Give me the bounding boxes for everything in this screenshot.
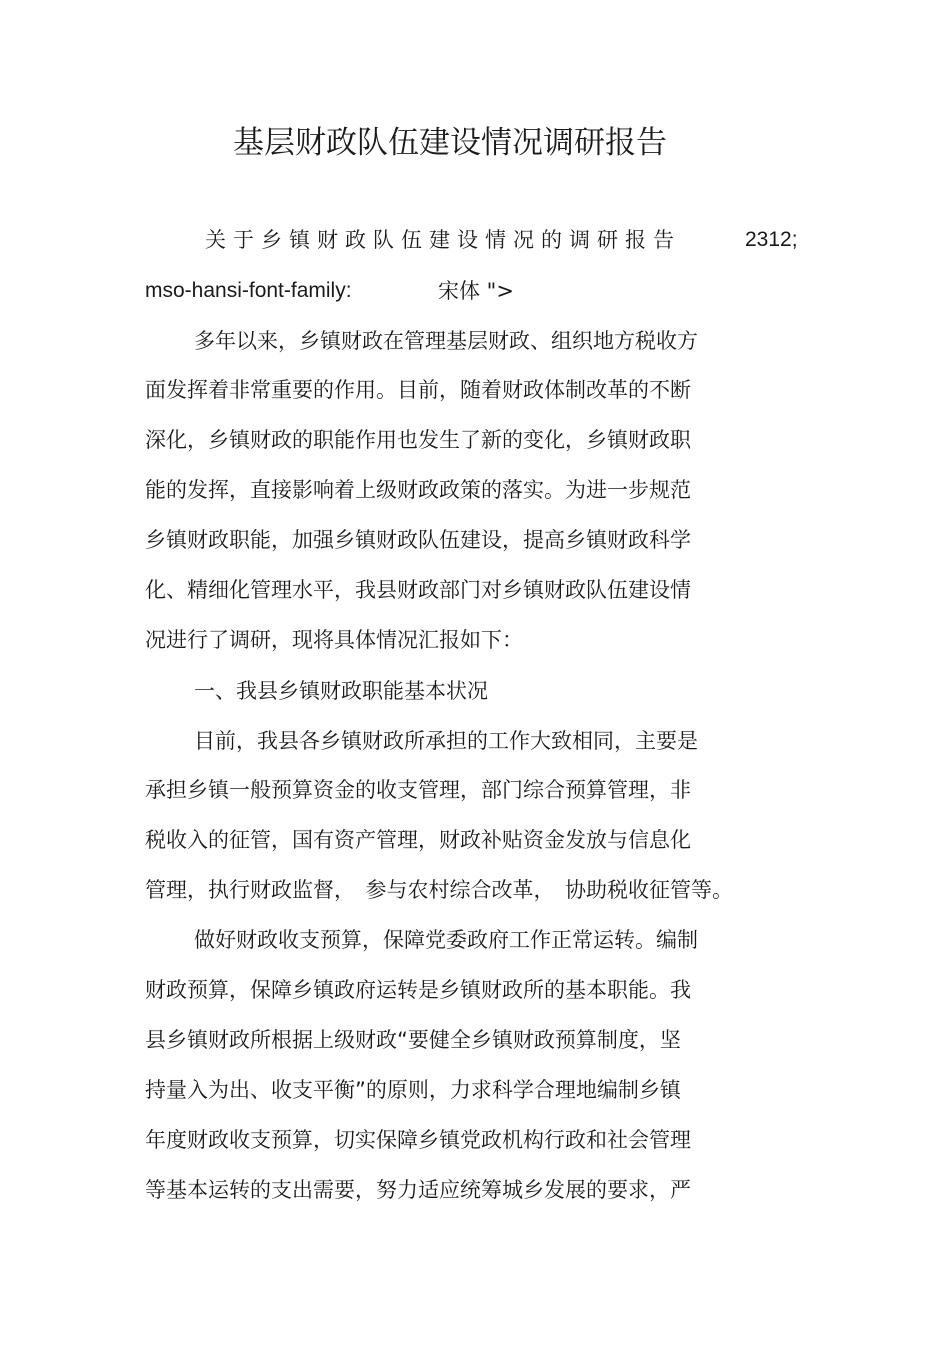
paragraph-line: 持量入为出、收支平衡”的原则，力求科学合理地编制乡镇 — [145, 1078, 681, 1102]
paragraph-line: 年度财政收支预算，切实保障乡镇党政机构行政和社会管理 — [145, 1128, 691, 1152]
paragraph-line: 多年以来，乡镇财政在管理基层财政、组织地方税收方 — [194, 329, 698, 353]
paragraph-line: 化、精细化管理水平，我县财政部门对乡镇财政队伍建设情 — [145, 578, 691, 602]
subtitle-code-line2: mso-hansi-font-family: — [145, 279, 352, 302]
paragraph-line: 财政预算，保障乡镇政府运转是乡镇财政所的基本职能。我 — [145, 978, 691, 1002]
section-heading: 一、我县乡镇财政职能基本状况 — [194, 679, 488, 703]
paragraph-line: 况进行了调研，现将具体情况汇报如下： — [145, 628, 523, 652]
paragraph-line: 管理，执行财政监督， 参与农村综合改革， 协助税收征管等。 — [145, 878, 733, 902]
paragraph-line: 目前，我县各乡镇财政所承担的工作大致相同，主要是 — [194, 729, 698, 753]
subtitle-text-line2: 宋体 "> — [438, 279, 514, 303]
paragraph-line: 承担乡镇一般预算资金的收支管理，部门综合预算管理，非 — [145, 778, 691, 802]
paragraph-line: 做好财政收支预算，保障党委政府工作正常运转。编制 — [194, 928, 698, 952]
paragraph-line: 等基本运转的支出需要，努力适应统筹城乡发展的要求，严 — [145, 1178, 691, 1202]
paragraph-line: 税收入的征管，国有资产管理，财政补贴资金发放与信息化 — [145, 828, 691, 852]
paragraph-line: 乡镇财政职能，加强乡镇财政队伍建设，提高乡镇财政科学 — [145, 528, 691, 552]
paragraph-line: 深化，乡镇财政的职能作用也发生了新的变化，乡镇财政职 — [145, 428, 691, 452]
paragraph-line: 能的发挥，直接影响着上级财政政策的落实。为进一步规范 — [145, 478, 691, 502]
subtitle-code: 2312; — [745, 228, 798, 251]
document-title: 基层财政队伍建设情况调研报告 — [233, 125, 667, 161]
paragraph-line: 面发挥着非常重要的作用。目前，随着财政体制改革的不断 — [145, 378, 691, 402]
subtitle-text: 关于乡镇财政队伍建设情况的调研报告 — [205, 228, 681, 252]
paragraph-line: 县乡镇财政所根据上级财政“要健全乡镇财政预算制度，坚 — [145, 1028, 681, 1052]
